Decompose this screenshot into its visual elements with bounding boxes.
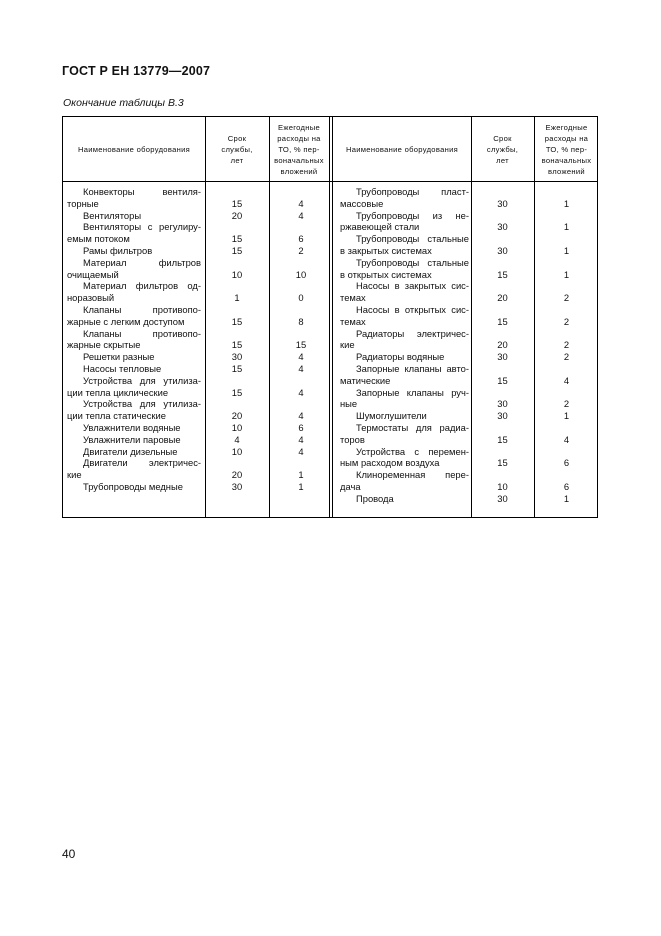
maintenance-cost-value: 2 <box>298 245 304 256</box>
service-life-value: 10 <box>231 445 243 457</box>
equipment-name: Термостаты для радиа- <box>356 422 469 433</box>
equipment-name: Насосы в закрытых сис- <box>356 280 469 292</box>
equipment-name: Клиноременная пере- <box>356 469 469 481</box>
maintenance-cost-value: 6 <box>298 422 304 433</box>
equipment-name: норазовый <box>67 292 115 304</box>
maintenance-cost-value: 1 <box>298 481 304 492</box>
equipment-name: Трубопроводы из не- <box>356 209 469 221</box>
equipment-name: Клапаны противопо- <box>83 327 201 339</box>
table-row <box>335 351 599 363</box>
equipment-name: Трубопроводы стальные <box>356 256 469 268</box>
table-row <box>63 269 333 281</box>
table-caption: Окончание таблицы В.3 <box>63 97 184 109</box>
table-row <box>335 410 599 422</box>
service-life-value: 10 <box>497 481 508 492</box>
equipment-name: Двигатели дизельные <box>83 445 178 457</box>
table-row <box>335 422 599 434</box>
table-row <box>335 210 599 222</box>
maintenance-cost-value: 0 <box>298 292 304 304</box>
table-row <box>63 422 333 434</box>
equipment-name: Трубопроводы медные <box>83 481 183 492</box>
table-row <box>63 280 333 292</box>
table-row <box>63 457 333 469</box>
table-row <box>63 398 333 410</box>
table-row <box>335 198 599 210</box>
table-row <box>335 457 599 469</box>
equipment-name: в закрытых системах <box>340 245 432 256</box>
service-life-value: 15 <box>231 233 243 245</box>
equipment-name: Устройства для утилиза- <box>83 374 201 386</box>
table-row <box>63 351 333 363</box>
maintenance-cost-value: 4 <box>298 386 304 398</box>
service-life-value: 15 <box>497 315 508 327</box>
service-life-value: 15 <box>497 433 508 445</box>
service-life-value: 15 <box>231 245 243 256</box>
maintenance-cost-value: 1 <box>298 469 304 481</box>
table-row <box>63 363 333 375</box>
table-row <box>63 221 333 233</box>
service-life-value: 15 <box>497 374 508 386</box>
equipment-name: темах <box>340 292 366 304</box>
equipment-name: емым потоком <box>67 233 130 245</box>
equipment-name: торов <box>340 433 365 445</box>
service-life-value: 30 <box>231 481 243 492</box>
equipment-name: Трубопроводы стальные <box>356 233 469 245</box>
table-row <box>63 328 333 340</box>
maintenance-cost-value: 4 <box>563 433 570 445</box>
service-life-value: 30 <box>231 351 243 363</box>
service-life-value: 30 <box>497 410 508 422</box>
equipment-name: Шумоглушители <box>356 410 427 422</box>
equipment-name: Провода <box>356 492 394 504</box>
table-row <box>63 210 333 222</box>
maintenance-cost-value: 4 <box>298 197 304 209</box>
service-life-value: 4 <box>234 433 240 445</box>
header-maintenance-costs-right: Ежегодные расходы на ТО, % пер- воначальных вложений <box>541 122 592 176</box>
service-life-value: 15 <box>231 339 243 351</box>
equipment-name: Насосы в открытых сис- <box>356 304 469 315</box>
table-row <box>63 316 333 328</box>
maintenance-cost-value: 2 <box>563 398 570 410</box>
maintenance-cost-value: 6 <box>563 457 570 469</box>
table-row <box>335 481 599 493</box>
header-equipment-name-left: Наименование оборудования <box>77 144 191 154</box>
equipment-name: Двигатели электричес- <box>83 457 201 469</box>
maintenance-cost-value: 2 <box>563 351 570 363</box>
equipment-name: Устройства с перемен- <box>356 445 469 457</box>
maintenance-cost-value: 6 <box>563 481 570 492</box>
header-maintenance-costs-left: Ежегодные расходы на ТО, % пер- воначальных вложений <box>274 122 324 176</box>
equipment-name: Увлажнители водяные <box>83 422 181 433</box>
equipment-name: торные <box>67 197 99 209</box>
service-life-value: 20 <box>231 469 243 481</box>
table-row <box>335 446 599 458</box>
equipment-name: Устройства для утилиза- <box>83 398 201 410</box>
equipment-name: дача <box>340 481 361 492</box>
equipment-name: жарные с легким доступом <box>67 315 185 327</box>
equipment-name: ным расходом воздуха <box>340 457 440 469</box>
equipment-name: Увлажнители паровые <box>83 433 181 445</box>
service-life-value: 15 <box>231 197 243 209</box>
service-life-value: 20 <box>231 209 243 221</box>
equipment-name: ции тепла статические <box>67 410 166 422</box>
table-row <box>335 292 599 304</box>
maintenance-cost-value: 1 <box>563 268 570 280</box>
maintenance-cost-value: 6 <box>298 233 304 245</box>
header-equipment-name-right: Наименование оборудования <box>345 144 459 154</box>
equipment-name: в открытых системах <box>340 268 432 280</box>
table-row <box>335 434 599 446</box>
equipment-name: Решетки разные <box>83 351 155 363</box>
table-row <box>335 257 599 269</box>
service-life-value: 30 <box>497 398 508 410</box>
equipment-name: Рамы фильтров <box>83 245 153 256</box>
service-life-value: 15 <box>231 386 243 398</box>
service-life-value: 30 <box>497 221 508 233</box>
table-row <box>335 375 599 387</box>
equipment-name: жарные скрытые <box>67 339 141 351</box>
table-row <box>335 221 599 233</box>
equipment-name: Материал фильтров <box>83 256 201 268</box>
table-row <box>335 233 599 245</box>
table-row <box>335 387 599 399</box>
service-life-value: 15 <box>497 268 508 280</box>
equipment-name: Конвекторы вентиля- <box>83 186 201 197</box>
equipment-name: кие <box>67 469 82 481</box>
page-number: 40 <box>62 847 76 861</box>
equipment-name: массовые <box>340 197 384 209</box>
document-standard-title: ГОСТ Р ЕН 13779—2007 <box>62 64 211 78</box>
maintenance-cost-value: 10 <box>295 268 307 280</box>
maintenance-cost-value: 4 <box>298 445 304 457</box>
table-row <box>63 469 333 481</box>
header-divider <box>63 181 597 182</box>
maintenance-cost-value: 1 <box>563 492 570 504</box>
equipment-name: Запорные клапаны авто- <box>356 363 469 374</box>
equipment-name: ржавеющей стали <box>340 221 420 233</box>
table-row <box>63 434 333 446</box>
equipment-name: кие <box>340 339 355 351</box>
equipment-name: Запорные клапаны руч- <box>356 386 469 398</box>
service-life-value: 30 <box>497 245 508 256</box>
maintenance-cost-value: 2 <box>563 315 570 327</box>
table-row <box>63 339 333 351</box>
maintenance-cost-value: 1 <box>563 410 570 422</box>
service-life-value: 30 <box>497 492 508 504</box>
service-life-value: 20 <box>497 292 508 304</box>
equipment-name: очищаемый <box>67 268 119 280</box>
equipment-name: темах <box>340 315 366 327</box>
service-life-value: 30 <box>497 197 508 209</box>
maintenance-cost-value: 4 <box>563 374 570 386</box>
equipment-name: Радиаторы электричес- <box>356 327 469 339</box>
service-life-value: 20 <box>497 339 508 351</box>
table-row <box>335 245 599 257</box>
service-life-value: 15 <box>497 457 508 469</box>
equipment-table <box>62 116 598 518</box>
equipment-name: Насосы тепловые <box>83 363 162 374</box>
maintenance-cost-value: 1 <box>563 197 570 209</box>
table-row <box>63 375 333 387</box>
equipment-name: Трубопроводы пласт- <box>356 186 469 197</box>
header-service-life-right: Срок службы, лет <box>486 133 519 165</box>
service-life-value: 10 <box>231 422 243 433</box>
equipment-name: матические <box>340 374 391 386</box>
table-row <box>335 304 599 316</box>
table-row <box>63 410 333 422</box>
table-row <box>335 398 599 410</box>
maintenance-cost-value: 15 <box>295 339 307 351</box>
maintenance-cost-value: 2 <box>563 292 570 304</box>
table-row <box>63 387 333 399</box>
equipment-name: ции тепла циклические <box>67 386 169 398</box>
table-row <box>335 280 599 292</box>
maintenance-cost-value: 4 <box>298 410 304 422</box>
table-row <box>63 304 333 316</box>
equipment-name: Радиаторы водяные <box>356 351 445 363</box>
table-row <box>335 186 599 198</box>
service-life-value: 10 <box>231 268 243 280</box>
table-row <box>63 198 333 210</box>
equipment-name: Материал фильтров од- <box>83 280 201 292</box>
header-service-life-left: Срок службы, лет <box>221 133 253 165</box>
service-life-value: 1 <box>234 292 240 304</box>
service-life-value: 15 <box>231 315 243 327</box>
maintenance-cost-value: 4 <box>298 351 304 363</box>
equipment-name: Вентиляторы с регулиру- <box>83 221 201 233</box>
maintenance-cost-value: 4 <box>298 363 304 374</box>
maintenance-cost-value: 1 <box>563 245 570 256</box>
table-row <box>335 339 599 351</box>
table-row <box>335 363 599 375</box>
maintenance-cost-value: 4 <box>298 209 304 221</box>
service-life-value: 30 <box>497 351 508 363</box>
table-row <box>335 469 599 481</box>
table-row <box>335 269 599 281</box>
table-row <box>63 446 333 458</box>
table-row <box>63 257 333 269</box>
service-life-value: 20 <box>231 410 243 422</box>
maintenance-cost-value: 1 <box>563 221 570 233</box>
maintenance-cost-value: 2 <box>563 339 570 351</box>
table-row <box>335 316 599 328</box>
table-row <box>335 328 599 340</box>
table-row <box>63 233 333 245</box>
service-life-value: 15 <box>231 363 243 374</box>
maintenance-cost-value: 8 <box>298 315 304 327</box>
table-row <box>63 186 333 198</box>
table-row <box>63 245 333 257</box>
equipment-name: ные <box>340 398 358 410</box>
equipment-name: Вентиляторы <box>83 209 142 221</box>
table-row <box>335 493 599 505</box>
table-row <box>63 481 333 493</box>
equipment-name: Клапаны противопо- <box>83 304 201 315</box>
table-row <box>63 292 333 304</box>
maintenance-cost-value: 4 <box>298 433 304 445</box>
